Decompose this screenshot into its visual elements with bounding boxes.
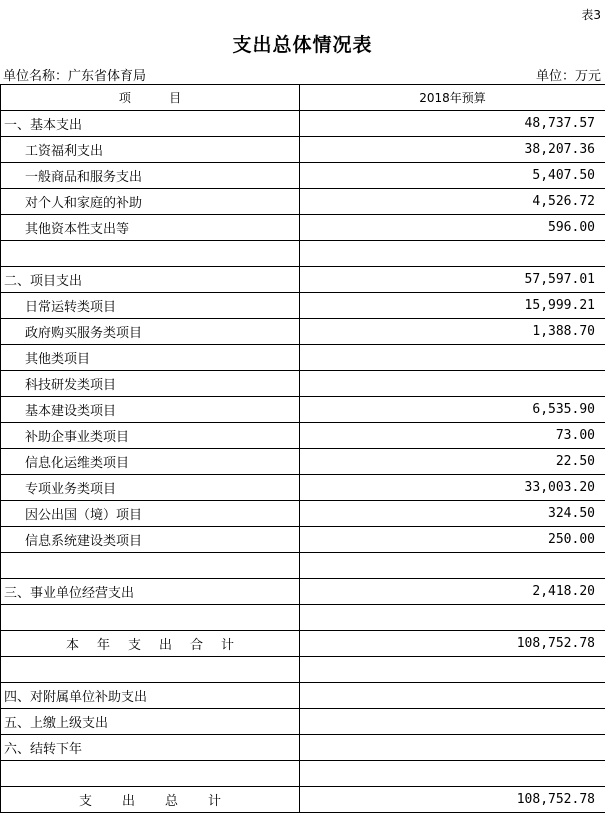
table-row [1, 735, 605, 761]
row-label [1, 631, 300, 657]
table-row [1, 293, 605, 319]
row-value: 15,999.21 [300, 293, 605, 319]
row-label: 基本建设类项目 [1, 397, 300, 423]
blank-row [1, 605, 605, 631]
row-value: 5,407.50 [300, 163, 605, 189]
row-label [1, 761, 300, 787]
row-label [1, 605, 300, 631]
table-row [1, 527, 605, 553]
row-label: 三、事业单位经营支出 [1, 579, 300, 605]
row-label: 信息化运维类项目 [1, 449, 300, 475]
row-label: 因公出国（境）项目 [1, 501, 300, 527]
table-row [1, 501, 605, 527]
row-value: 73.00 [300, 423, 605, 449]
expenditure-table [0, 84, 605, 813]
row-label: 工资福利支出 [1, 137, 300, 163]
blank-row [1, 761, 605, 787]
table-header-row [1, 85, 605, 111]
table-row [1, 215, 605, 241]
table-row [1, 189, 605, 215]
row-label: 专项业务类项目 [1, 475, 300, 501]
table-row [1, 709, 605, 735]
row-label: 对个人和家庭的补助 [1, 189, 300, 215]
row-label: 六、结转下年 [1, 735, 300, 761]
table-row [1, 579, 605, 605]
row-value [300, 345, 605, 371]
row-value: 596.00 [300, 215, 605, 241]
row-value [300, 241, 605, 267]
unit-name-label: 单位名称：广东省体育局 [3, 65, 146, 84]
row-value: 108,752.78 [300, 787, 605, 813]
row-value: 33,003.20 [300, 475, 605, 501]
table-row [1, 267, 605, 293]
row-label [1, 241, 300, 267]
row-label: 信息系统建设类项目 [1, 527, 300, 553]
currency-unit-label: 单位：万元 [536, 65, 601, 84]
row-value: 22.50 [300, 449, 605, 475]
row-label: 一、基本支出 [1, 111, 300, 137]
table-row [1, 475, 605, 501]
row-value: 324.50 [300, 501, 605, 527]
blank-row [1, 241, 605, 267]
row-value: 4,526.72 [300, 189, 605, 215]
row-value: 38,207.36 [300, 137, 605, 163]
row-value: 2,418.20 [300, 579, 605, 605]
row-value [300, 605, 605, 631]
row-value [300, 553, 605, 579]
row-label: 日常运转类项目 [1, 293, 300, 319]
row-value: 250.00 [300, 527, 605, 553]
subtotal-row [1, 631, 605, 657]
total-row [1, 787, 605, 813]
blank-row [1, 657, 605, 683]
page-title: 支出总体情况表 [0, 30, 605, 57]
table-row [1, 449, 605, 475]
total-label: 支出总计 [49, 794, 251, 809]
table-row [1, 319, 605, 345]
row-label: 政府购买服务类项目 [1, 319, 300, 345]
row-label: 科技研发类项目 [1, 371, 300, 397]
row-value [300, 657, 605, 683]
row-label [1, 553, 300, 579]
row-label: 四、对附属单位补助支出 [1, 683, 300, 709]
row-label: 一般商品和服务支出 [1, 163, 300, 189]
row-value [300, 735, 605, 761]
table-row [1, 683, 605, 709]
table-row [1, 397, 605, 423]
table-row [1, 371, 605, 397]
table-row [1, 137, 605, 163]
row-label: 五、上缴上级支出 [1, 709, 300, 735]
row-value: 48,737.57 [300, 111, 605, 137]
row-label: 二、项目支出 [1, 267, 300, 293]
row-value: 57,597.01 [300, 267, 605, 293]
row-value [300, 371, 605, 397]
total-label: 本年支出合计 [48, 638, 252, 653]
row-value [300, 761, 605, 787]
row-value: 108,752.78 [300, 631, 605, 657]
row-value [300, 683, 605, 709]
row-label: 补助企事业类项目 [1, 423, 300, 449]
table-number: 表3 [581, 6, 601, 23]
table-row [1, 111, 605, 137]
row-value [300, 709, 605, 735]
row-label: 其他类项目 [1, 345, 300, 371]
row-value: 6,535.90 [300, 397, 605, 423]
table-row [1, 345, 605, 371]
row-label: 其他资本性支出等 [1, 215, 300, 241]
blank-row [1, 553, 605, 579]
column-header-budget: 2018年预算 [300, 85, 605, 111]
table-row [1, 163, 605, 189]
column-header-item: 项 目 [1, 85, 300, 111]
row-label [1, 787, 300, 813]
row-value: 1,388.70 [300, 319, 605, 345]
table-row [1, 423, 605, 449]
row-label [1, 657, 300, 683]
